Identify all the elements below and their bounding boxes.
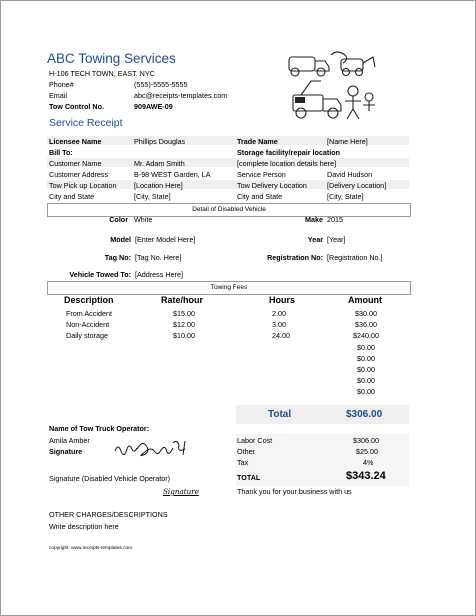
col-amount: Amount — [348, 295, 382, 305]
service-person-value: David Hudson — [327, 170, 373, 179]
licensee-value: Phillips Douglas — [134, 137, 186, 146]
fee-amount: $240.00 — [353, 331, 379, 340]
tax-label: Tax — [237, 458, 249, 467]
fees-section-header — [47, 281, 411, 295]
labor-value: $306.00 — [353, 436, 379, 445]
registration-value: [Registration No.] — [327, 253, 383, 262]
signature-disabled-label: Signature (Disabled Vehicle Operator) — [49, 474, 171, 483]
labor-label: Labor Cost — [237, 436, 273, 445]
fee-description: From Accident — [66, 309, 112, 318]
signature-scribble — [113, 437, 193, 459]
other-value: $25.00 — [356, 447, 378, 456]
fees-total-label: Total — [268, 409, 292, 420]
make-value: 2015 — [327, 215, 343, 224]
fees-total-value: $306.00 — [346, 409, 383, 420]
city2-label: City and State — [237, 192, 283, 201]
email-label: Email — [49, 91, 67, 100]
pickup-value: [Location Here] — [134, 181, 183, 190]
col-description: Description — [64, 295, 114, 305]
grand-total-value: $343.24 — [346, 470, 386, 482]
towed-to-label: Vehicle Towed To: — [69, 270, 131, 279]
tag-label: Tag No: — [104, 253, 131, 262]
company-name: ABC Towing Services — [47, 51, 176, 66]
fees-total-band — [236, 405, 409, 424]
bill-to-label: Bill To: — [49, 148, 73, 157]
other-charges-description[interactable]: Write description here — [49, 522, 119, 531]
customer-name-value: Mr. Adam Smith — [134, 159, 185, 168]
phone-value: (555)-5555-5555 — [134, 80, 188, 89]
copyright: copyright: www.receipts-templates.com — [49, 546, 133, 551]
other-charges-label: OTHER CHARGES/DESCRIPTIONS — [49, 510, 168, 519]
customer-name-label: Customer Name — [49, 159, 102, 168]
operator-name: Amila Amber — [49, 436, 90, 445]
fee-rate: $10.00 — [173, 331, 195, 340]
trade-value: [Name Here] — [327, 137, 368, 146]
city-value: [City, State] — [134, 192, 171, 201]
email-value: abc@receipts-templates.com — [134, 91, 228, 100]
signature-disabled-value: Signature — [163, 487, 199, 496]
phone-label: Phone# — [49, 80, 74, 89]
fee-amount: $36.00 — [355, 320, 377, 329]
tow-control-value: 909AWE-09 — [134, 102, 173, 111]
signature-label: Signature — [49, 447, 83, 456]
other-label: Other — [237, 447, 255, 456]
city2-value: [City, State] — [327, 192, 364, 201]
service-person-label: Service Person — [237, 170, 286, 179]
storage-label: Storage facility/repair location — [237, 148, 341, 157]
color-value: White — [134, 215, 153, 224]
fee-amount: $0.00 — [357, 354, 375, 363]
tax-value: 4% — [363, 458, 374, 467]
towed-to-value: [Address Here] — [135, 270, 183, 279]
grand-total-label: TOTAL — [237, 473, 261, 482]
customer-address-label: Customer Address — [49, 170, 109, 179]
thanks-message: Thank you for your business with us — [237, 487, 352, 496]
customer-address-value: B-98 WEST Garden, LA — [134, 170, 211, 179]
delivery-value: [Delivery Location] — [327, 181, 387, 190]
receipt-title: Service Receipt — [49, 117, 123, 129]
vehicle-section-title: Detail of Disabled Vehicle — [192, 206, 266, 213]
tow-control-label: Tow Control No. — [49, 102, 104, 111]
col-rate: Rate/hour — [161, 295, 204, 305]
operator-label: Name of Tow Truck Operator: — [49, 424, 150, 433]
fee-description: Non-Accident — [66, 320, 110, 329]
col-hours: Hours — [269, 295, 296, 305]
trade-label: Trade Name — [237, 137, 278, 146]
fee-hours: 3.00 — [272, 320, 286, 329]
licensee-label: Licensee Name — [49, 137, 102, 146]
model-label: Model — [110, 235, 131, 244]
vehicle-section-header — [47, 203, 411, 217]
pickup-label: Tow Pick up Location — [49, 181, 117, 190]
fees-section-title: Towing Fees — [210, 284, 248, 291]
company-address: H-106 TECH TOWN, EAST. NYC — [49, 69, 155, 78]
make-label: Make — [305, 215, 323, 224]
fee-hours: 2.00 — [272, 309, 286, 318]
color-label: Color — [109, 215, 128, 224]
fee-hours: 24.00 — [272, 331, 290, 340]
fee-description: Daily storage — [66, 331, 108, 340]
registration-label: Registration No: — [267, 253, 323, 262]
year-label: Year — [307, 235, 323, 244]
fee-amount: $0.00 — [357, 376, 375, 385]
fee-amount: $0.00 — [357, 387, 375, 396]
storage-value: [complete location details here] — [237, 159, 337, 168]
city-label: City and State — [49, 192, 95, 201]
fee-amount: $0.00 — [357, 365, 375, 374]
fee-amount: $30.00 — [355, 309, 377, 318]
tag-value: [Tag No. Here] — [135, 253, 182, 262]
year-value: [Year] — [327, 235, 346, 244]
fee-rate: $15.00 — [173, 309, 195, 318]
tow-truck-cartoon-icon — [281, 47, 381, 125]
fee-rate: $12.00 — [173, 320, 195, 329]
model-value: [Enter Model Here] — [135, 235, 196, 244]
fee-amount: $0.00 — [357, 343, 375, 352]
delivery-label: Tow Delivery Location — [237, 181, 307, 190]
